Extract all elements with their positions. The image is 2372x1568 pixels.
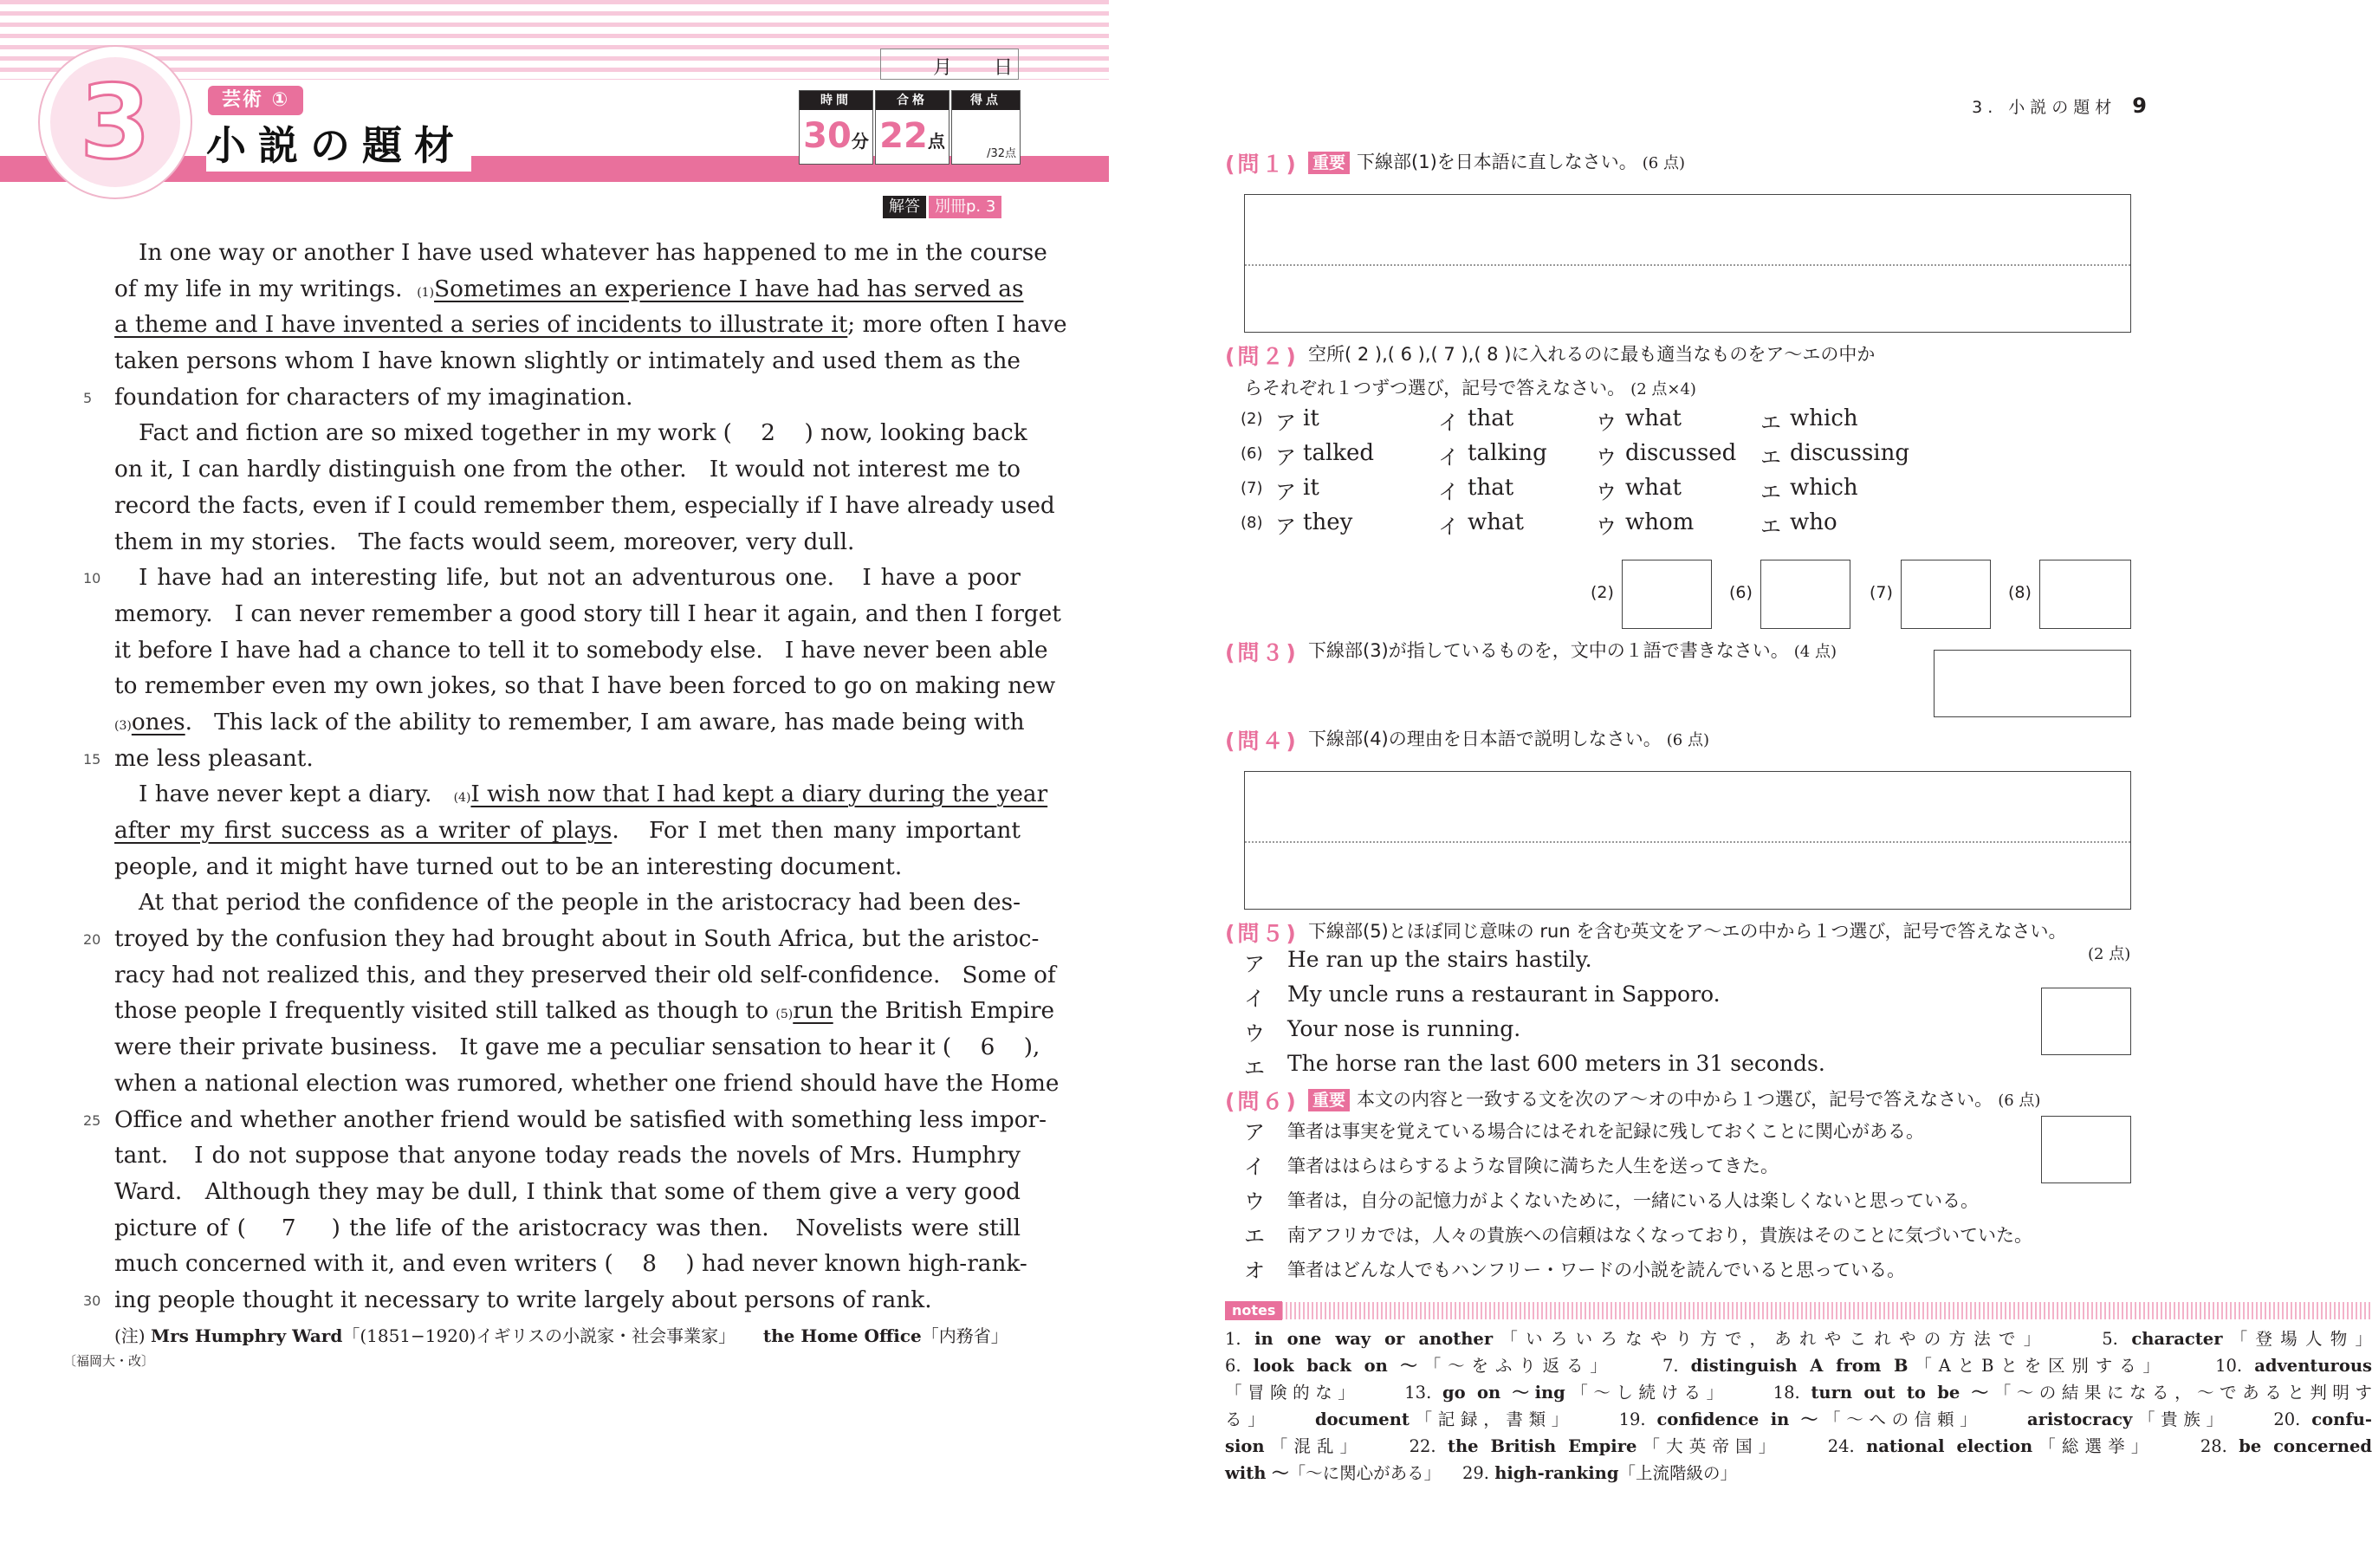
choice-letter: ア xyxy=(1275,445,1296,470)
passage-line xyxy=(114,452,1021,489)
running-head xyxy=(1972,94,2147,118)
box-label: (7) xyxy=(1870,583,1893,602)
note-term: in one way or another xyxy=(1254,1329,1494,1349)
choice-letter: ウ xyxy=(1596,515,1617,539)
note-line xyxy=(1225,1325,2372,1352)
question-5-points: (2 点) xyxy=(2088,945,2131,963)
choice-number: (8) xyxy=(1241,514,1263,532)
question-1-text: 重要 下線部(1)を日本語に直しなさい。 (6 点) xyxy=(1308,148,1685,174)
note-gloss: る」 xyxy=(1225,1409,1315,1429)
note-gloss: 「上流階級の」 xyxy=(1618,1463,1738,1483)
note-term: aristocracy xyxy=(2026,1409,2133,1429)
passage-text: to remember even my own jokes, so that I have been forced to go on making new xyxy=(114,673,1056,700)
pass-unit: 点 xyxy=(927,131,945,152)
option-text: My uncle runs a restaurant in Sapporo. xyxy=(1287,982,1721,1007)
note-gloss: 「〜の結果になる，〜であると判明す xyxy=(1993,1383,2372,1403)
underlined-text: after my first success as a writer of plays xyxy=(114,818,612,844)
note-gloss: 6. xyxy=(1225,1356,1254,1376)
passage-text: were their private business. It gave me a peculiar sensation to hear it ( 6 ), xyxy=(114,1034,1040,1061)
time-label: 時間 xyxy=(800,91,872,110)
passage-text: them in my stories. The facts would seem, moreover, very dull. xyxy=(114,528,855,555)
category-badge: 芸術 ① xyxy=(208,86,303,115)
right-page xyxy=(1109,0,2372,1568)
pass-box xyxy=(875,90,949,165)
passage-text: the British Empire xyxy=(833,998,1055,1025)
passage-text: Fact and fiction are so mixed together in my work ( 2 ) now, looking back xyxy=(139,420,1027,447)
note-term: go on 〜ing xyxy=(1442,1383,1565,1403)
time-unit: 分 xyxy=(851,131,869,152)
note-term: sion xyxy=(1225,1436,1265,1456)
passage-line xyxy=(114,633,1048,670)
passage-text: Office and whether another friend would be satisfied with something less impor- xyxy=(114,1106,1047,1133)
choice-letter: ア xyxy=(1275,411,1296,435)
running-head-title: 3. 小説の題材 xyxy=(1972,98,2117,117)
note-line xyxy=(1225,1379,2372,1406)
passage-line xyxy=(114,813,1021,850)
notes-tag: notes xyxy=(1225,1301,1282,1320)
note-gloss: 「総選挙」 28. xyxy=(2032,1436,2239,1456)
option-text: 筆者は事実を覚えている場合にはそれを記録に残しておくことに関心がある。 xyxy=(1287,1121,1924,1142)
note-term: with 〜 xyxy=(1225,1463,1289,1483)
passage-text: me less pleasant. xyxy=(114,745,314,772)
underlined-text: run xyxy=(793,998,833,1025)
choice-word: talked xyxy=(1303,440,1375,466)
left-page xyxy=(0,0,1109,1568)
passage-line xyxy=(83,1283,1021,1319)
passage-text: foundation for characters of my imagination. xyxy=(114,384,633,411)
option-text: 南アフリカでは，人々の貴族への信頼はなくなっており，貴族はそのことに気づいていた。 xyxy=(1287,1225,2032,1246)
note-gloss: 「〜への信頼」 xyxy=(1824,1409,2027,1429)
underlined-text: a theme and I have invented a series of incidents to illustrate it xyxy=(114,312,848,339)
note-term: adventurous xyxy=(2254,1356,2372,1376)
passage-line xyxy=(83,922,1040,958)
option-letter: ウ xyxy=(1244,1189,1265,1214)
choice-letter: イ xyxy=(1438,480,1459,504)
pass-label: 合格 xyxy=(876,91,949,110)
choice-word: that xyxy=(1468,475,1514,501)
note-term: confidence in 〜 xyxy=(1656,1409,1824,1429)
answer-reference xyxy=(883,196,1001,218)
note-term: turn out to be 〜 xyxy=(1811,1383,1994,1403)
choice-word: what xyxy=(1625,405,1682,431)
answer-box-q1[interactable] xyxy=(1244,194,2131,333)
choice-word: talking xyxy=(1468,440,1547,466)
question-6-label: (問６) xyxy=(1225,1089,1299,1114)
choice-letter: ウ xyxy=(1596,480,1617,504)
passage-line xyxy=(83,1103,1047,1139)
passage-line xyxy=(114,1066,1060,1103)
answer-box-q2-8[interactable] xyxy=(2039,560,2131,629)
option-letter: ア xyxy=(1244,952,1265,976)
underline-marker: (4) xyxy=(453,791,471,806)
time-value: 30 xyxy=(803,116,852,156)
notes-divider xyxy=(1225,1302,2372,1319)
underline-marker: (1) xyxy=(417,285,435,300)
passage-text: taken persons whom I have known slightly or intimately and used them as the xyxy=(114,348,1021,375)
note-line xyxy=(1225,1460,2372,1487)
passage-line xyxy=(114,416,1027,452)
passage-line xyxy=(114,344,1021,380)
choice-word: which xyxy=(1790,475,1858,501)
choice-letter: エ xyxy=(1760,445,1781,470)
option-text: 筆者はどんな人でもハンフリー・ワードの小説を読んでいると思っている。 xyxy=(1287,1260,1906,1280)
note-term: document xyxy=(1314,1409,1410,1429)
note-gloss: 「〜に関心がある」 29. xyxy=(1288,1463,1495,1483)
choice-word: which xyxy=(1790,405,1858,431)
passage-line xyxy=(114,958,1056,995)
option-letter: イ xyxy=(1244,987,1265,1011)
answer-box-q3[interactable] xyxy=(1934,650,2131,717)
option-text: The horse ran the last 600 meters in 31 seconds. xyxy=(1287,1051,1825,1076)
passage-line xyxy=(83,742,1021,778)
answer-page-ref: 別冊p. 3 xyxy=(929,196,1001,218)
choice-letter: エ xyxy=(1760,515,1781,539)
note-line xyxy=(1225,1433,2372,1460)
underline-marker: (3) xyxy=(114,718,132,733)
answer-box-q2-6[interactable] xyxy=(1760,560,1850,629)
score-label: 得点 xyxy=(952,91,1020,110)
chapter-number: 3 xyxy=(79,62,152,182)
passage-text: ing people thought it necessary to write largely about persons of rank. xyxy=(114,1286,932,1313)
note-term: the British Empire xyxy=(1447,1436,1637,1456)
question-2-text-cont: らそれぞれ１つずつ選び，記号で答えなさい。 (2 点×4) xyxy=(1244,378,1696,398)
choice-number: (2) xyxy=(1241,410,1263,428)
note-gloss: 「記録，書類」 19. xyxy=(1409,1409,1657,1429)
pass-value: 22 xyxy=(879,116,928,156)
note-term: look back on 〜 xyxy=(1253,1356,1424,1376)
choice-letter: ア xyxy=(1275,480,1296,504)
score-box[interactable] xyxy=(951,90,1021,165)
note-gloss: 1. xyxy=(1225,1329,1255,1349)
note-desc: 「(1851−1920)イギリスの小説家・社会事業家」 xyxy=(342,1325,736,1346)
passage-text: record the facts, even if I could remember them, especially if I have already used xyxy=(114,492,1055,519)
line-number: 30 xyxy=(83,1292,101,1309)
passage-line xyxy=(114,777,1048,813)
page-number: 9 xyxy=(2132,94,2147,118)
passage-text: I have had an interesting life, but not an adventurous one. I have a poor xyxy=(139,565,1021,592)
question-1-label: (問１) xyxy=(1225,152,1299,177)
points: (6 点) xyxy=(1666,731,1709,749)
passage-line xyxy=(114,308,1067,344)
choice-word: it xyxy=(1303,475,1319,501)
passage-text: people, and it might have turned out to be an interesting document. xyxy=(114,853,903,880)
passage-text: racy had not realized this, and they preserved their old self-confidence. Some of xyxy=(114,962,1056,988)
points: (4 点) xyxy=(1793,643,1837,661)
passage-text: memory. I can never remember a good story till I hear it again, and then I forget xyxy=(114,600,1061,627)
passage-line xyxy=(114,1138,1021,1175)
question-3-label: (問３) xyxy=(1225,640,1299,665)
date-day-label: 日 xyxy=(994,57,1014,79)
option-letter: エ xyxy=(1244,1056,1265,1080)
time-box xyxy=(799,90,873,165)
passage-text: I have never kept a diary. xyxy=(139,781,454,808)
choice-word: what xyxy=(1468,509,1524,535)
passage-text: At that period the confidence of the people in the aristocracy had been des- xyxy=(139,890,1021,917)
question-3-text: 下線部(3)が指しているものを，文中の１語で書きなさい。 (4 点) xyxy=(1308,640,1837,661)
passage-line xyxy=(114,850,1021,886)
underlined-text: ones xyxy=(131,709,185,735)
note-gloss: 「大英帝国」 24. xyxy=(1636,1436,1867,1456)
underlined-text: I wish now that I had kept a diary during the year xyxy=(470,781,1048,808)
option-text: 筆者は，自分の記憶力がよくないために，一緒にいる人は楽しくないと思っている。 xyxy=(1287,1190,1979,1211)
question-6-text: 重要 本文の内容と一致する文を次のア〜オの中から１つ選び，記号で答えなさい。 (6 点) xyxy=(1308,1085,2040,1111)
choice-letter: イ xyxy=(1438,411,1459,435)
points: (2 点×4) xyxy=(1630,380,1696,398)
choice-word: discussing xyxy=(1790,440,1909,466)
vocabulary-notes xyxy=(1225,1325,2372,1487)
answer-box-q2-7[interactable] xyxy=(1901,560,1991,629)
box-label: (2) xyxy=(1591,583,1614,602)
choice-word: who xyxy=(1790,509,1837,535)
passage-line xyxy=(114,272,1024,308)
passage-line xyxy=(114,1247,1027,1283)
passage-line xyxy=(114,1211,1021,1247)
passage-text: those people I frequently visited still talked as though to xyxy=(114,998,776,1025)
choice-word: that xyxy=(1468,405,1514,431)
choice-letter: ウ xyxy=(1596,411,1617,435)
line-number: 25 xyxy=(83,1111,101,1129)
note-line xyxy=(1225,1352,2372,1379)
passage-text: of my life in my writings. xyxy=(114,275,418,302)
note-term: Mrs Humphry Ward xyxy=(150,1325,343,1346)
answer-box-q5[interactable] xyxy=(2041,988,2131,1055)
choice-letter: エ xyxy=(1760,480,1781,504)
box-label: (6) xyxy=(1729,583,1753,602)
passage-text: picture of ( 7 ) the life of the aristocracy was then. Novelists were still xyxy=(114,1215,1021,1241)
note-term: be concerned xyxy=(2239,1436,2372,1456)
important-badge: 重要 xyxy=(1308,152,1350,174)
box-label: (8) xyxy=(2008,583,2032,602)
passage-text: ; more often I have xyxy=(847,312,1067,339)
passage-text: In one way or another I have used whatever has happened to me in the course xyxy=(139,240,1047,266)
underlined-text: Sometimes an experience I have had has served as xyxy=(434,275,1024,302)
note-gloss: 「〜し続ける」 18. xyxy=(1565,1383,1811,1403)
note-gloss: 「AとBとを区別する」 10. xyxy=(1908,1356,2255,1376)
passage-line xyxy=(114,994,1055,1030)
note-line xyxy=(1225,1406,2372,1433)
option-text: 筆者ははらはらするような冒険に満ちた人生を送ってきた。 xyxy=(1287,1156,1779,1176)
passage-text: . This lack of the ability to remember, I am aware, has made being with xyxy=(185,709,1025,735)
chapter-number-badge xyxy=(38,45,192,199)
note-gloss: 「混乱」 22. xyxy=(1264,1436,1448,1456)
passage-text: troyed by the confusion they had brought about in South Africa, but the aristoc- xyxy=(114,926,1040,953)
passage-line xyxy=(114,597,1061,633)
choice-number: (6) xyxy=(1241,444,1263,463)
option-letter: ア xyxy=(1244,1120,1265,1144)
passage-text: Ward. Although they may be dull, I think that some of them give a very good xyxy=(114,1178,1021,1205)
choice-letter: エ xyxy=(1760,411,1781,435)
passage-line xyxy=(114,236,1047,272)
passage-text: . For I met then many important xyxy=(612,818,1021,844)
note-term: the Home Office xyxy=(762,1325,922,1346)
choice-word: discussed xyxy=(1625,440,1737,466)
note-term: distinguish A from B xyxy=(1690,1356,1909,1376)
line-number: 20 xyxy=(83,931,101,949)
note-gloss: 「冒険的な」 13. xyxy=(1225,1383,1443,1403)
question-4-label: (問４) xyxy=(1225,729,1299,754)
line-number: 5 xyxy=(83,389,93,406)
passage-line xyxy=(114,525,1021,561)
question-2-label: (問２) xyxy=(1225,344,1299,369)
answer-tag: 解答 xyxy=(883,196,926,218)
choice-word: it xyxy=(1303,405,1319,431)
note-prefix: (注) xyxy=(114,1325,146,1346)
passage-text: when a national election was rumored, whether one friend should have the Home xyxy=(114,1070,1060,1097)
answer-box-q4[interactable] xyxy=(1244,771,2131,910)
option-letter: イ xyxy=(1244,1155,1265,1179)
line-number: 10 xyxy=(83,570,101,587)
passage-line xyxy=(114,705,1025,742)
page-title: 小説の題材 xyxy=(206,120,471,172)
question-4-text: 下線部(4)の理由を日本語で説明しなさい。 (6 点) xyxy=(1308,729,1709,749)
option-letter: オ xyxy=(1244,1259,1265,1283)
passage-text: it before I have had a chance to tell it to somebody else. I have never been able xyxy=(114,637,1048,664)
note-gloss: 「いろいろなやり方で，あれやこれやの方法で」 5. xyxy=(1493,1329,2132,1349)
choice-word: whom xyxy=(1625,509,1695,535)
source-citation: 〔福岡大・改〕 xyxy=(62,1353,154,1369)
option-text: He ran up the stairs hastily. xyxy=(1287,947,1592,972)
passage-text: tant. I do not suppose that anyone today reads the novels of Mrs. Humphry xyxy=(114,1143,1021,1170)
passage-line xyxy=(83,380,1021,417)
score-max: /32点 xyxy=(987,147,1016,160)
important-badge: 重要 xyxy=(1308,1089,1350,1111)
points: (6 点) xyxy=(1998,1092,2041,1110)
passage-line xyxy=(114,1030,1040,1066)
passage-line xyxy=(114,1175,1021,1211)
points: (6 点) xyxy=(1642,154,1685,172)
note-term: high-ranking xyxy=(1494,1463,1619,1483)
line-number: 15 xyxy=(83,750,101,768)
answer-box-q6[interactable] xyxy=(2041,1116,2131,1183)
note-desc: 「内務省」 xyxy=(921,1325,1008,1346)
option-text: Your nose is running. xyxy=(1287,1016,1521,1041)
choice-word: they xyxy=(1303,509,1353,535)
choice-number: (7) xyxy=(1241,479,1263,497)
note-term: character xyxy=(2131,1329,2223,1349)
note-gloss: 「貴族」 20. xyxy=(2132,1409,2312,1429)
note-gloss: 「〜をふり返る」 7. xyxy=(1423,1356,1691,1376)
answer-box-q2-2[interactable] xyxy=(1622,560,1712,629)
passage-line xyxy=(114,885,1021,922)
passage-text: on it, I can hardly distinguish one from the other. It would not interest me to xyxy=(114,457,1021,483)
underline-marker: (5) xyxy=(775,1008,794,1022)
passage-text: much concerned with it, and even writers ( 8 ) had never known high-rank- xyxy=(114,1251,1027,1278)
option-letter: ウ xyxy=(1244,1021,1265,1046)
choice-letter: ア xyxy=(1275,515,1296,539)
passage-line xyxy=(114,669,1056,705)
note-gloss: 「登場人物」 xyxy=(2222,1329,2372,1349)
note-term: national election xyxy=(1866,1436,2033,1456)
date-field[interactable] xyxy=(880,49,1019,80)
choice-letter: ウ xyxy=(1596,445,1617,470)
choice-word: what xyxy=(1625,475,1682,501)
note-term: confu- xyxy=(2311,1409,2372,1429)
question-2-text: 空所( 2 ),( 6 ),( 7 ),( 8 )に入れるのに最も適当なものをア〜エの中か xyxy=(1308,344,1876,365)
question-5-text: 下線部(5)とほぼ同じ意味の run を含む英文をア〜エの中から１つ選び，記号で答えなさい。 xyxy=(1308,921,2067,942)
choice-letter: イ xyxy=(1438,445,1459,470)
passage-footnote xyxy=(114,1324,1021,1348)
reading-passage xyxy=(83,236,1067,1319)
choice-letter: イ xyxy=(1438,515,1459,539)
passage-line xyxy=(114,489,1055,525)
passage-line xyxy=(83,560,1021,597)
question-5-label: (問５) xyxy=(1225,921,1299,946)
option-letter: エ xyxy=(1244,1224,1265,1248)
date-month-label: 月 xyxy=(933,57,953,79)
